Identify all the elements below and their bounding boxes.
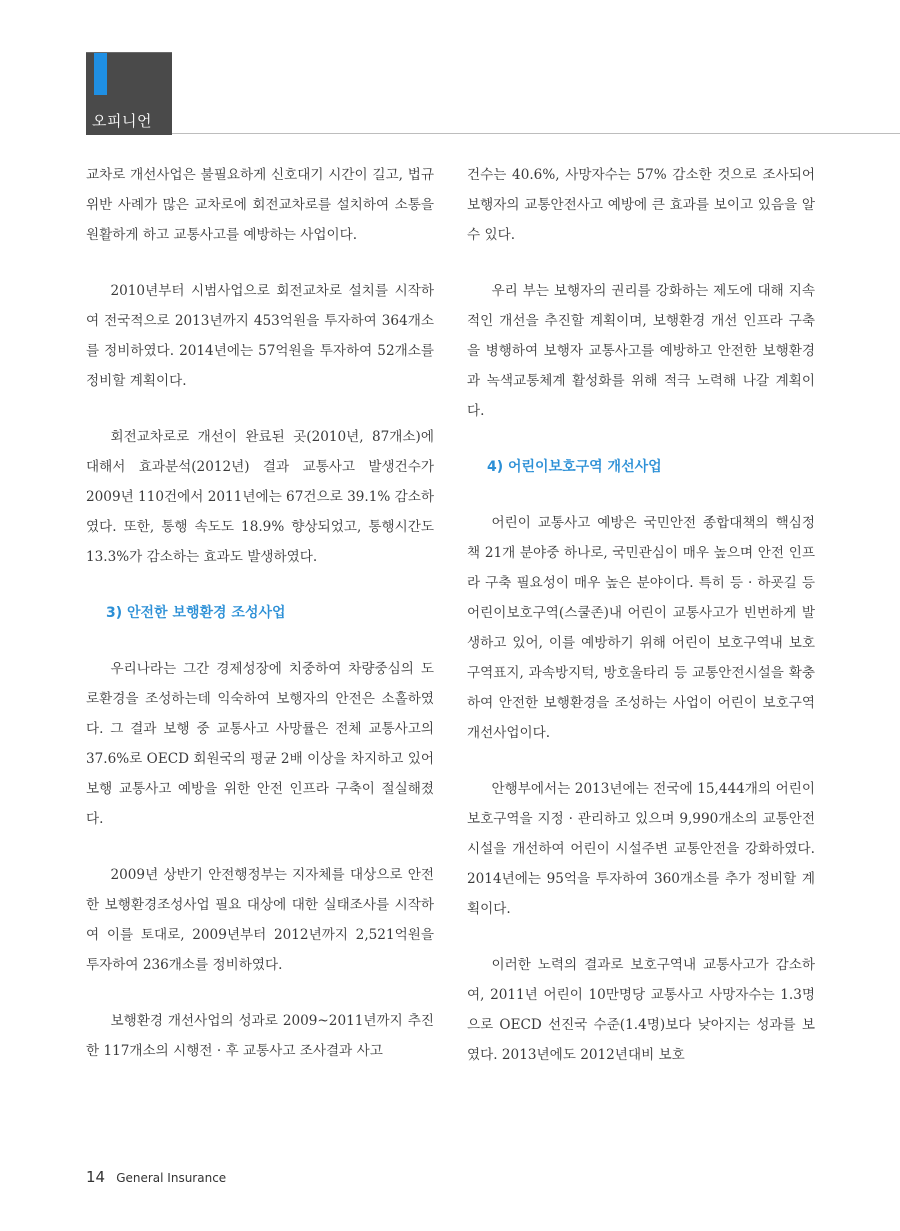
section-label: 오피니언 bbox=[92, 112, 152, 130]
paragraph: 회전교차로로 개선이 완료된 곳(2010년, 87개소)에 대해서 효과분석(2012년) 결과 교통사고 발생건수가 2009년 110건에서 2011년에는 67건으로 39.1% 감소하였다. 또한, 통행 속도도 18.9% 향상되었고, 통행시간도 13.3%가 감소하는 효과도 발생하였다. bbox=[86, 429, 434, 565]
paragraph: 건수는 40.6%, 사망자수는 57% 감소한 것으로 조사되어 보행자의 교통안전사고 예방에 큰 효과를 보이고 있음을 알 수 있다. bbox=[467, 167, 815, 243]
paragraph: 교차로 개선사업은 불필요하게 신호대기 시간이 길고, 법규위반 사례가 많은 교차로에 회전교차로를 설치하여 소통을 원활하게 하고 교통사고를 예방하는 사업이다. bbox=[86, 167, 434, 243]
left-column bbox=[86, 160, 434, 1092]
page-footer bbox=[86, 1167, 226, 1186]
header-rule bbox=[172, 133, 900, 134]
paragraph: 2009년 상반기 안전행정부는 지자체를 대상으로 안전한 보행환경조성사업 필요 대상에 대한 실태조사를 시작하여 이를 토대로, 2009년부터 2012년까지 2,521억원을 투자하여 236개소를 정비하였다. bbox=[86, 867, 434, 973]
paragraph: 2010년부터 시범사업으로 회전교차로 설치를 시작하여 전국적으로 2013년까지 453억원을 투자하여 364개소를 정비하였다. 2014년에는 57억원을 투자하여 52개소를 정비할 계획이다. bbox=[86, 283, 434, 389]
publication-name: General Insurance bbox=[116, 1171, 227, 1185]
paragraph: 어린이 교통사고 예방은 국민안전 종합대책의 핵심정책 21개 분야중 하나로, 국민관심이 매우 높으며 안전 인프라 구축 필요성이 매우 높은 분야이다. 특히 등 · 하굣길 등 어린이보호구역(스쿨존)내 어린이 교통사고가 빈번하게 발생하고 있어, 이를 예방하기 위해 어린이 보호구역내 보호구역표지, 과속방지턱, 방호울타리 등 교통안전시설을 확충하여 안전한 보행환경을 조성하는 사업이 어린이 보호구역 개선사업이다. bbox=[467, 515, 815, 741]
paragraph: 보행환경 개선사업의 성과로 2009~2011년까지 추진한 117개소의 시행전 · 후 교통사고 조사결과 사고 bbox=[86, 1013, 434, 1059]
paragraph: 이러한 노력의 결과로 보호구역내 교통사고가 감소하여, 2011년 어린이 10만명당 교통사고 사망자수는 1.3명으로 OECD 선진국 수준(1.4명)보다 낮아지는 성과를 보였다. 2013년에도 2012년대비 보호 bbox=[467, 957, 815, 1063]
right-column bbox=[467, 160, 815, 1096]
page-number: 14 bbox=[86, 1168, 106, 1186]
paragraph: 안행부에서는 2013년에는 전국에 15,444개의 어린이보호구역을 지정 · 관리하고 있으며 9,990개소의 교통안전시설을 개선하여 어린이 시설주변 교통안전을 강화하였다. 2014년에는 95억을 투자하여 360개소를 추가 정비할 계획이다. bbox=[467, 781, 815, 917]
section-accent-bar bbox=[94, 53, 107, 95]
paragraph: 우리 부는 보행자의 권리를 강화하는 제도에 대해 지속적인 개선을 추진할 계획이며, 보행환경 개선 인프라 구축을 병행하여 보행자 교통사고를 예방하고 안전한 보행환경과 녹색교통체계 활성화를 위해 적극 노력해 나갈 계획이다. bbox=[467, 283, 815, 419]
section-heading: 3) 안전한 보행환경 조성사업 bbox=[106, 605, 286, 621]
paragraph: 우리나라는 그간 경제성장에 치중하여 차량중심의 도로환경을 조성하는데 익숙하여 보행자의 안전은 소홀하였다. 그 결과 보행 중 교통사고 사망률은 전체 교통사고의 37.6%로 OECD 회원국의 평균 2배 이상을 차지하고 있어 보행 교통사고 예방을 위한 안전 인프라 구축이 절실해졌다. bbox=[86, 661, 434, 827]
section-heading: 4) 어린이보호구역 개선사업 bbox=[487, 459, 662, 475]
section-tab bbox=[86, 52, 172, 135]
